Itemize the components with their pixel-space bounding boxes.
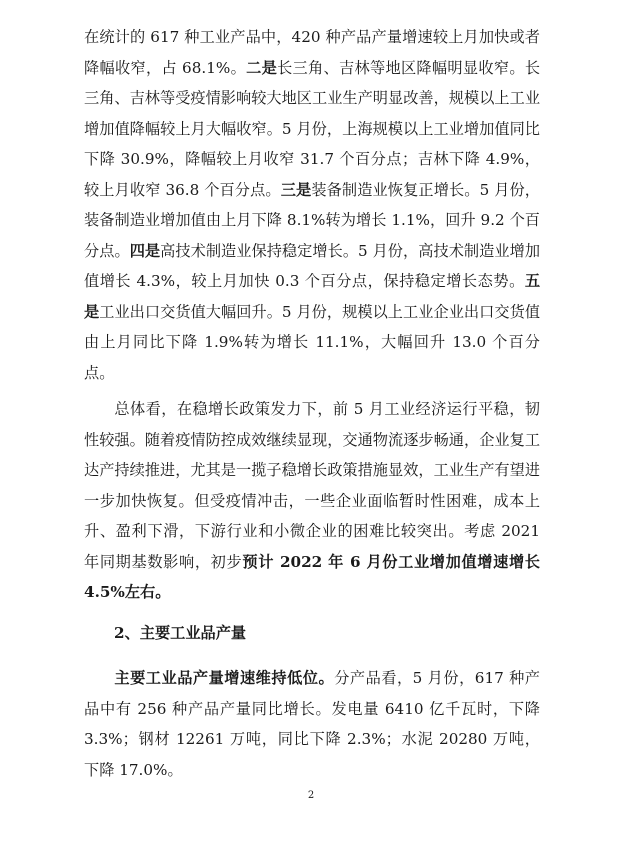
paragraph-overall-outlook xyxy=(84,394,540,608)
text-segment: 长三角、吉林等地区降幅明显收窄。长三角、吉林等受疫情影响较大地区工业生产明显改善，规模以上工业增加值降幅较上月大幅收窄。5 月份，上海规模以上工业增加值同比下降 30.9%，降幅较上月收窄 31.7 个百分点；吉林下降 4.9%，较上月收窄 36.8 个百分点。 xyxy=(84,58,541,199)
text-segment: 总体看，在稳增长政策发力下，前 5 月工业经济运行平稳，韧性较强。随着疫情防控成效继续显现，交通物流逐步畅通，企业复工达产持续推进，尤其是一揽子稳增长政策措施显效，工业生产有望进一步加快恢复。但受疫情冲击，一些企业面临暂时性困难，成本上升、盈利下滑，下游行业和小微企业的困难比较突出。考虑 2021 年同期基数影响，初步 xyxy=(84,400,540,571)
paragraph-industry-highlights xyxy=(84,22,540,388)
text-segment: 装备制造业恢复正增长。5 月份，装备制造业增加值由上月下降 8.1%转为增长 1.1%，回升 9.2 个百分点。 xyxy=(84,180,540,260)
text-segment: 分产品看，5 月份，617 种产品中有 256 种产品产量同比增长。发电量 6410 亿千瓦时，下降 3.3%；钢材 12261 万吨，同比下降 2.3%；水泥 20280 万吨，下降 17.0%。 xyxy=(84,669,540,779)
paragraph-lead-bold: 主要工业品产量增速维持低位。 xyxy=(114,669,335,687)
forecast-highlight: 预计 2022 年 6 月份工业增加值增速增长 4.5%左右。 xyxy=(84,552,540,601)
point-label-four: 四是 xyxy=(129,241,161,260)
point-label-two: 二是 xyxy=(246,58,278,77)
text-segment: 工业出口交货值大幅回升。5 月份，规模以上工业企业出口交货值由上月同比下降 1.9%转为增长 11.1%，大幅回升 13.0 个百分点。 xyxy=(84,302,541,382)
section-heading: 2、主要工业品产量 xyxy=(114,624,247,642)
point-label-five: 五是 xyxy=(84,272,540,321)
page-number: 2 xyxy=(307,790,315,801)
text-segment: 高技术制造业保持稳定增长。5 月份，高技术制造业增加值增长 4.3%，较上月加快 0.3 个百分点，保持稳定增长态势。 xyxy=(84,241,541,290)
text-segment: 在统计的 617 种工业产品中，420 种产品产量增速较上月加快或者降幅收窄，占 68.1%。 xyxy=(84,28,540,77)
point-label-three: 三是 xyxy=(280,180,312,199)
paragraph-major-products xyxy=(84,663,540,785)
